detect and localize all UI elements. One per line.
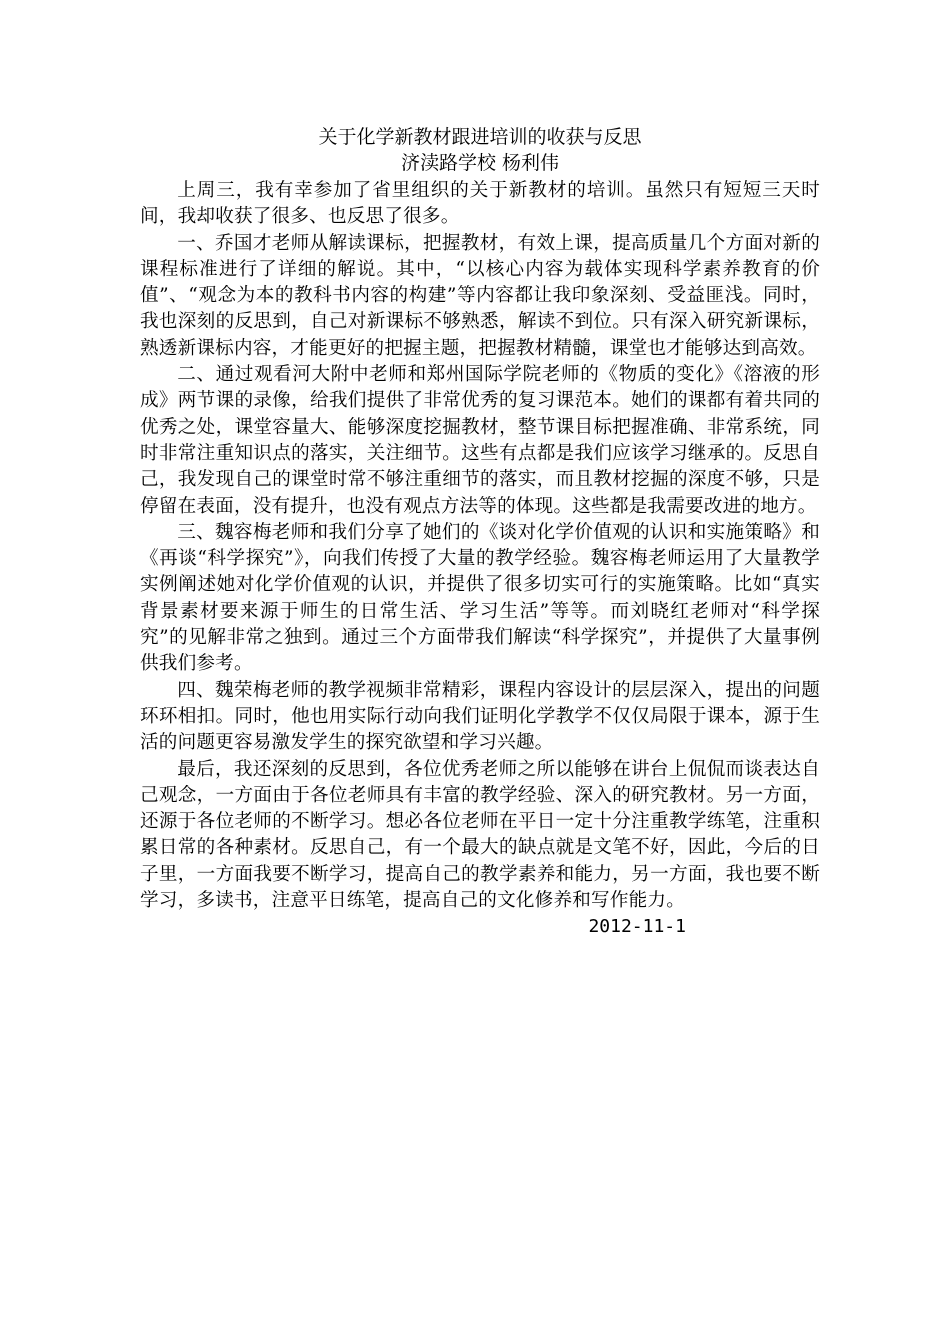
document-title: 关于化学新教材跟进培训的收获与反思 [318, 126, 642, 148]
paragraph-conclusion: 最后，我还深刻的反思到，各位优秀老师之所以能够在讲台上侃侃而谈表达自己观念，一方面由于各位老师具有丰富的教学经验、深入的研究教材。另一方面，还源于各位老师的不断学习。想必各位老师在平日一定十分注重教学练笔，注重积累日常的各种素材。反思自己，有一个最大的缺点就是文笔不好，因此，今后的日子里，一方面我要不断学习，提高自己的教学素养和能力，另一方面，我也要不断学习，多读书，注意平日练笔，提高自己的文化修养和写作能力。 [140, 758, 820, 912]
document-body [140, 124, 820, 940]
author-byline: 济渎路学校 杨利伟 [400, 152, 560, 174]
paragraph-section-4: 四、魏荣梅老师的教学视频非常精彩，课程内容设计的层层深入，提出的问题环环相扣。同时，他也用实际行动向我们证明化学教学不仅仅局限于课本，源于生活的问题更容易激发学生的探究欲望和学习兴趣。 [140, 679, 820, 754]
paragraph-section-3: 三、魏容梅老师和我们分享了她们的《谈对化学价值观的认识和实施策略》和《再谈“科学探究”》，向我们传授了大量的教学经验。魏容梅老师运用了大量教学实例阐述她对化学价值观的认识，并提供了很多切实可行的实施策略。比如“真实背景素材要来源于师生的日常生活、学习生活”等等。而刘晓红老师对“科学探究”的见解非常之独到。通过三个方面带我们解读“科学探究”，并提供了大量事例供我们参考。 [140, 521, 820, 675]
paragraph-section-1: 一、乔国才老师从解读课标，把握教材，有效上课，提高质量几个方面对新的课程标准进行了详细的解说。其中，“以核心内容为载体实现科学素养教育的价值”、“观念为本的教科书内容的构建”等内容都让我印象深刻、受益匪浅。同时，我也深刻的反思到，自己对新课标不够熟悉，解读不到位。只有深入研究新课标，熟透新课标内容，才能更好的把握主题，把握教材精髓，课堂也才能够达到高效。 [140, 232, 820, 359]
paragraph-section-2: 二、通过观看河大附中老师和郑州国际学院老师的《物质的变化》《溶液的形成》两节课的录像，给我们提供了非常优秀的复习课范本。她们的课都有着共同的优秀之处，课堂容量大、能够深度挖掘教材，整节课目标把握准确、非常系统，同时非常注重知识点的落实，关注细节。这些有点都是我们应该学习继承的。反思自己，我发现自己的课堂时常不够注重细节的落实，而且教材挖掘的深度不够，只是停留在表面，没有提升，也没有观点方法等的体现。这些都是我需要改进的地方。 [140, 364, 820, 517]
paragraph-intro: 上周三，我有幸参加了省里组织的关于新教材的培训。虽然只有短短三天时间，我却收获了很多、也反思了很多。 [140, 180, 820, 228]
document-date: 2012-11-1 [588, 916, 686, 938]
